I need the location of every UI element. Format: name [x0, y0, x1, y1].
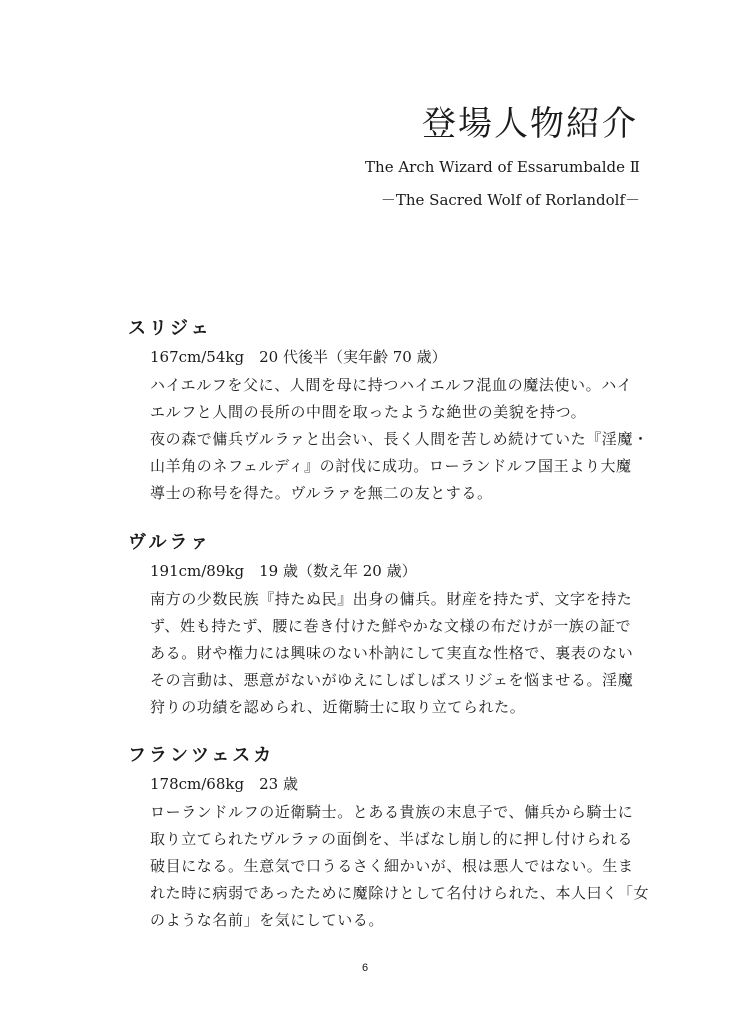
character-description-line: 取り立てられたヴルラァの面倒を、半ばなし崩し的に押し付けられる — [150, 830, 634, 848]
character-name: スリジェ — [128, 318, 212, 339]
character-stats: 178cm/68kg 23 歳 — [150, 775, 298, 793]
series-title: The Arch Wizard of Essarumbalde Ⅱ — [365, 158, 640, 176]
character-description-line: ハイエルフを父に、人間を母に持つハイエルフ混血の魔法使い。ハイ — [150, 376, 633, 394]
character-description-line: ず、姓も持たず、腰に巻き付けた鮮やかな文様の布だけが一族の証で — [150, 617, 632, 635]
character-description-line: ある。財や権力には興味のない朴訥にして実直な性格で、裏表のない — [150, 644, 634, 662]
character-description-line: 狩りの功績を認められ、近衛騎士に取り立てられた。 — [150, 698, 526, 716]
character-description-line: れた時に病弱であったために魔除けとして名付けられた、本人曰く「女 — [150, 884, 650, 902]
volume-subtitle: －The Sacred Wolf of Rorlandolf－ — [380, 191, 640, 209]
character-description-line: 山羊角のネフェルディ』の討伐に成功。ローランドルフ国王より大魔 — [150, 457, 632, 475]
character-stats: 191cm/89kg 19 歳（数え年 20 歳） — [150, 562, 417, 580]
character-entry-surije — [128, 316, 658, 507]
character-description-line: 夜の森で傭兵ヴルラァと出会い、長く人間を苦しめ続けていた『淫魔・ — [150, 430, 649, 448]
page-title: 登場人物紹介 — [422, 104, 638, 144]
character-name: ヴルラァ — [128, 532, 212, 553]
character-description-line: のような名前」を気にしている。 — [150, 911, 385, 929]
character-description-line: その言動は、悪意がないがゆえにしばしばスリジェを悩ませる。淫魔 — [150, 671, 634, 689]
character-stats: 167cm/54kg 20 代後半（実年齢 70 歳） — [150, 348, 447, 366]
character-description-line: 導士の称号を得た。ヴルラァを無二の友とする。 — [150, 484, 493, 502]
character-description-line: エルフと人間の長所の中間を取ったような絶世の美貌を持つ。 — [150, 403, 587, 421]
character-description-line: 南方の少数民族『持たぬ民』出身の傭兵。財産を持たず、文字を持た — [150, 590, 633, 608]
character-description-line: ローランドルフの近衛騎士。とある貴族の末息子で、傭兵から騎士に — [150, 803, 634, 821]
character-entry-vurlaa — [128, 530, 658, 721]
character-entry-franzeska — [128, 743, 658, 934]
character-name: フランツェスカ — [128, 745, 275, 766]
character-description-line: 破目になる。生意気で口うるさく細かいが、根は悪人ではない。生ま — [150, 857, 634, 875]
page-number: 6 — [361, 962, 369, 974]
